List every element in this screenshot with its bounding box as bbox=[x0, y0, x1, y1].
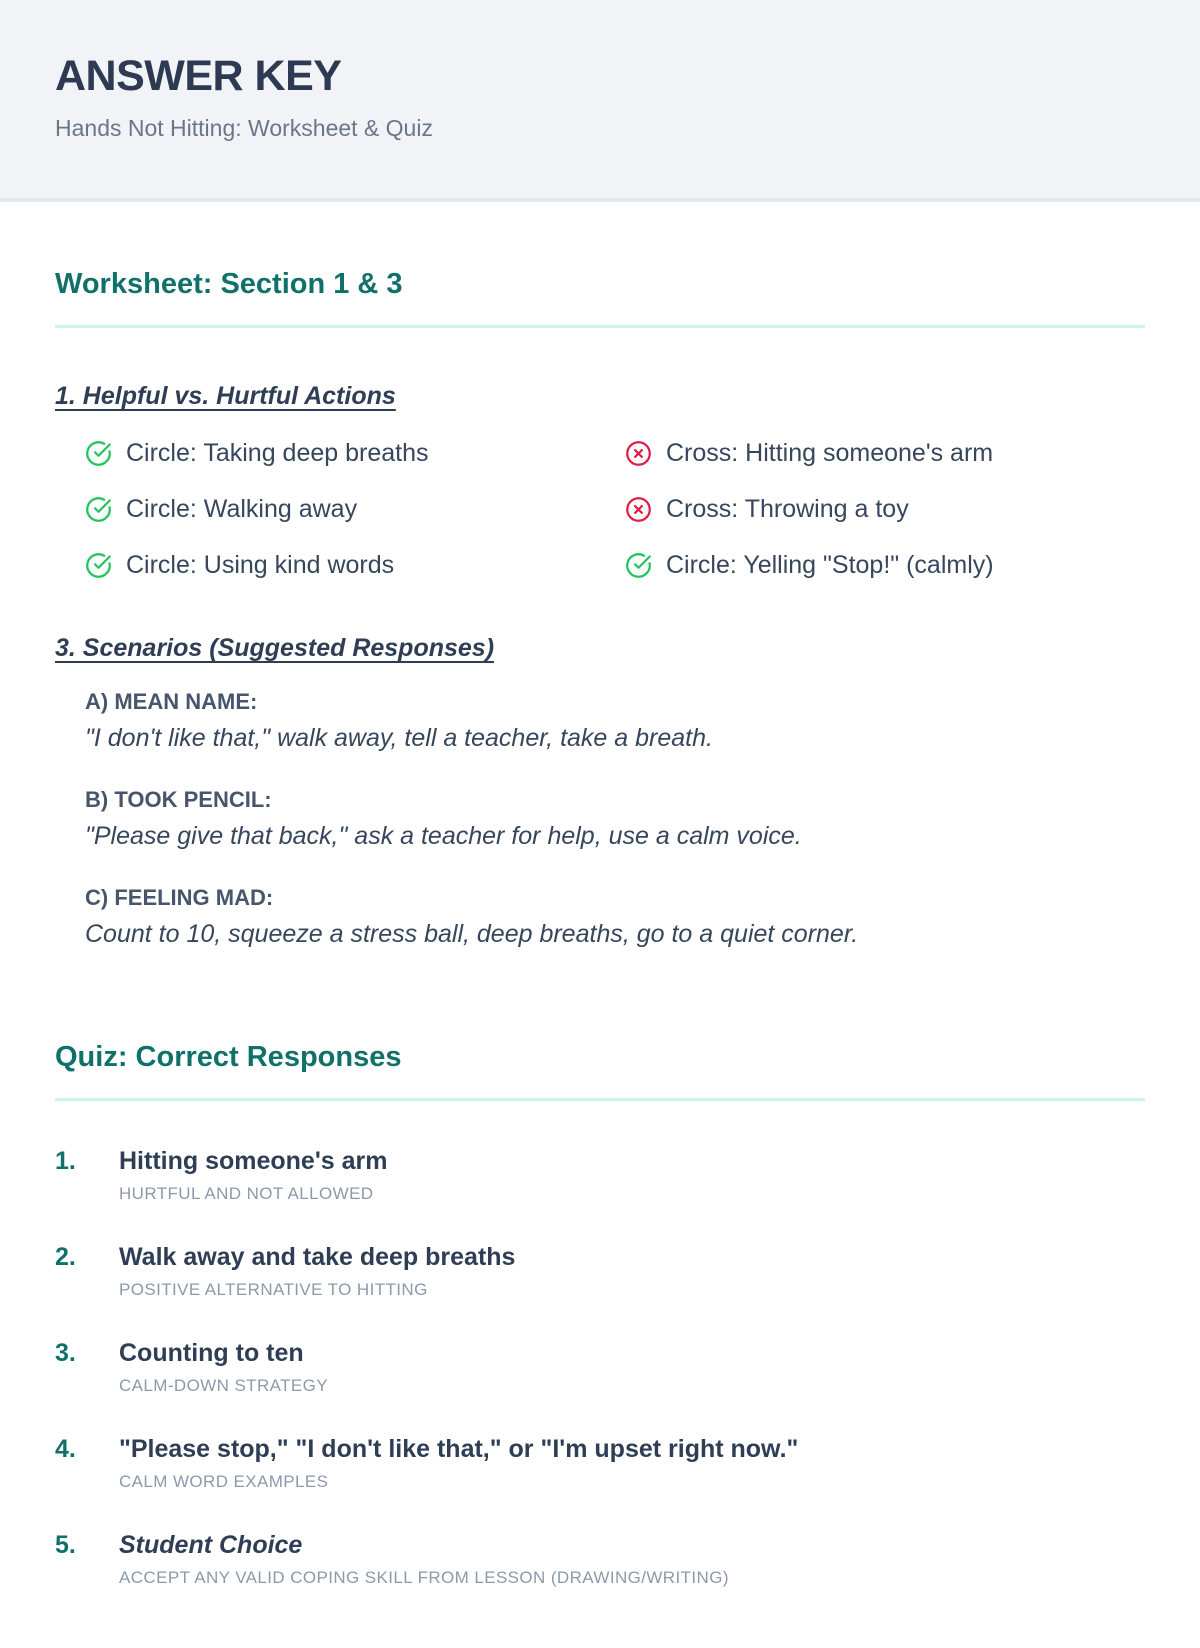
x-circle-icon bbox=[625, 496, 652, 523]
quiz-answer: Walk away and take deep breaths bbox=[119, 1243, 516, 1271]
quiz-answer: "Please stop," "I don't like that," or "I'm upset right now." bbox=[119, 1435, 799, 1463]
list-item bbox=[85, 551, 605, 580]
quiz-item-content bbox=[119, 1531, 729, 1588]
quiz-item bbox=[55, 1435, 1145, 1492]
x-circle-icon bbox=[625, 440, 652, 467]
quiz-item-content bbox=[119, 1435, 798, 1492]
section-divider bbox=[55, 1098, 1145, 1101]
action-label: Cross: Throwing a toy bbox=[666, 495, 909, 523]
scenario-block bbox=[55, 885, 1145, 949]
scenario-block bbox=[55, 689, 1145, 753]
scenario-response: "Please give that back," ask a teacher for help, use a calm voice. bbox=[85, 822, 802, 850]
quiz-note: ACCEPT ANY VALID COPING SKILL FROM LESSON (DRAWING/WRITING) bbox=[119, 1568, 729, 1587]
quiz-list bbox=[55, 1147, 1145, 1588]
check-circle-icon bbox=[625, 552, 652, 579]
list-item bbox=[85, 439, 605, 468]
page-subtitle: Hands Not Hitting: Worksheet & Quiz bbox=[55, 115, 433, 141]
action-label: Circle: Walking away bbox=[126, 495, 358, 523]
section-divider bbox=[55, 325, 1145, 328]
check-circle-icon bbox=[85, 496, 112, 523]
document-header bbox=[0, 0, 1200, 202]
document-body bbox=[0, 268, 1200, 1648]
worksheet-section bbox=[55, 268, 1145, 949]
quiz-item-content bbox=[119, 1339, 328, 1396]
quiz-item-number: 1. bbox=[55, 1147, 76, 1175]
quiz-note: POSITIVE ALTERNATIVE TO HITTING bbox=[119, 1280, 428, 1299]
action-label: Cross: Hitting someone's arm bbox=[666, 439, 994, 467]
quiz-note: HURTFUL AND NOT ALLOWED bbox=[119, 1184, 374, 1203]
quiz-item-number: 3. bbox=[55, 1339, 76, 1367]
quiz-section bbox=[55, 1041, 1145, 1588]
quiz-item bbox=[55, 1531, 1145, 1588]
quiz-item-number: 5. bbox=[55, 1531, 76, 1559]
quiz-item bbox=[55, 1147, 1145, 1204]
scenario-label: A) MEAN NAME: bbox=[85, 689, 258, 714]
quiz-item-content bbox=[119, 1243, 515, 1300]
quiz-heading: Quiz: Correct Responses bbox=[55, 1041, 402, 1073]
quiz-note: CALM-DOWN STRATEGY bbox=[119, 1376, 329, 1395]
scenario-response: Count to 10, squeeze a stress ball, deep breaths, go to a quiet corner. bbox=[85, 920, 859, 948]
quiz-item bbox=[55, 1339, 1145, 1396]
worksheet-heading: Worksheet: Section 1 & 3 bbox=[55, 268, 403, 300]
action-label: Circle: Taking deep breaths bbox=[126, 439, 429, 467]
actions-list bbox=[55, 439, 1145, 580]
quiz-item bbox=[55, 1243, 1145, 1300]
list-item bbox=[625, 439, 1145, 468]
quiz-item-number: 4. bbox=[55, 1435, 76, 1463]
action-label: Circle: Using kind words bbox=[126, 551, 395, 579]
quiz-answer: Counting to ten bbox=[119, 1339, 304, 1367]
list-item bbox=[625, 551, 1145, 580]
quiz-answer: Student Choice bbox=[119, 1531, 303, 1559]
scenarios-heading: 3. Scenarios (Suggested Responses) bbox=[55, 634, 495, 662]
action-label: Circle: Yelling "Stop!" (calmly) bbox=[666, 551, 994, 579]
page-title: ANSWER KEY bbox=[55, 52, 342, 100]
quiz-item-content bbox=[119, 1147, 388, 1204]
check-circle-icon bbox=[85, 552, 112, 579]
quiz-note: CALM WORD EXAMPLES bbox=[119, 1472, 329, 1491]
list-item bbox=[85, 495, 605, 524]
helpful-hurtful-heading: 1. Helpful vs. Hurtful Actions bbox=[55, 382, 396, 410]
scenario-label: C) FEELING MAD: bbox=[85, 885, 274, 910]
scenario-label: B) TOOK PENCIL: bbox=[85, 787, 272, 812]
list-item bbox=[625, 495, 1145, 524]
check-circle-icon bbox=[85, 440, 112, 467]
scenario-block bbox=[55, 787, 1145, 851]
quiz-item-number: 2. bbox=[55, 1243, 76, 1271]
quiz-answer: Hitting someone's arm bbox=[119, 1147, 388, 1175]
scenario-response: "I don't like that," walk away, tell a teacher, take a breath. bbox=[85, 724, 713, 752]
